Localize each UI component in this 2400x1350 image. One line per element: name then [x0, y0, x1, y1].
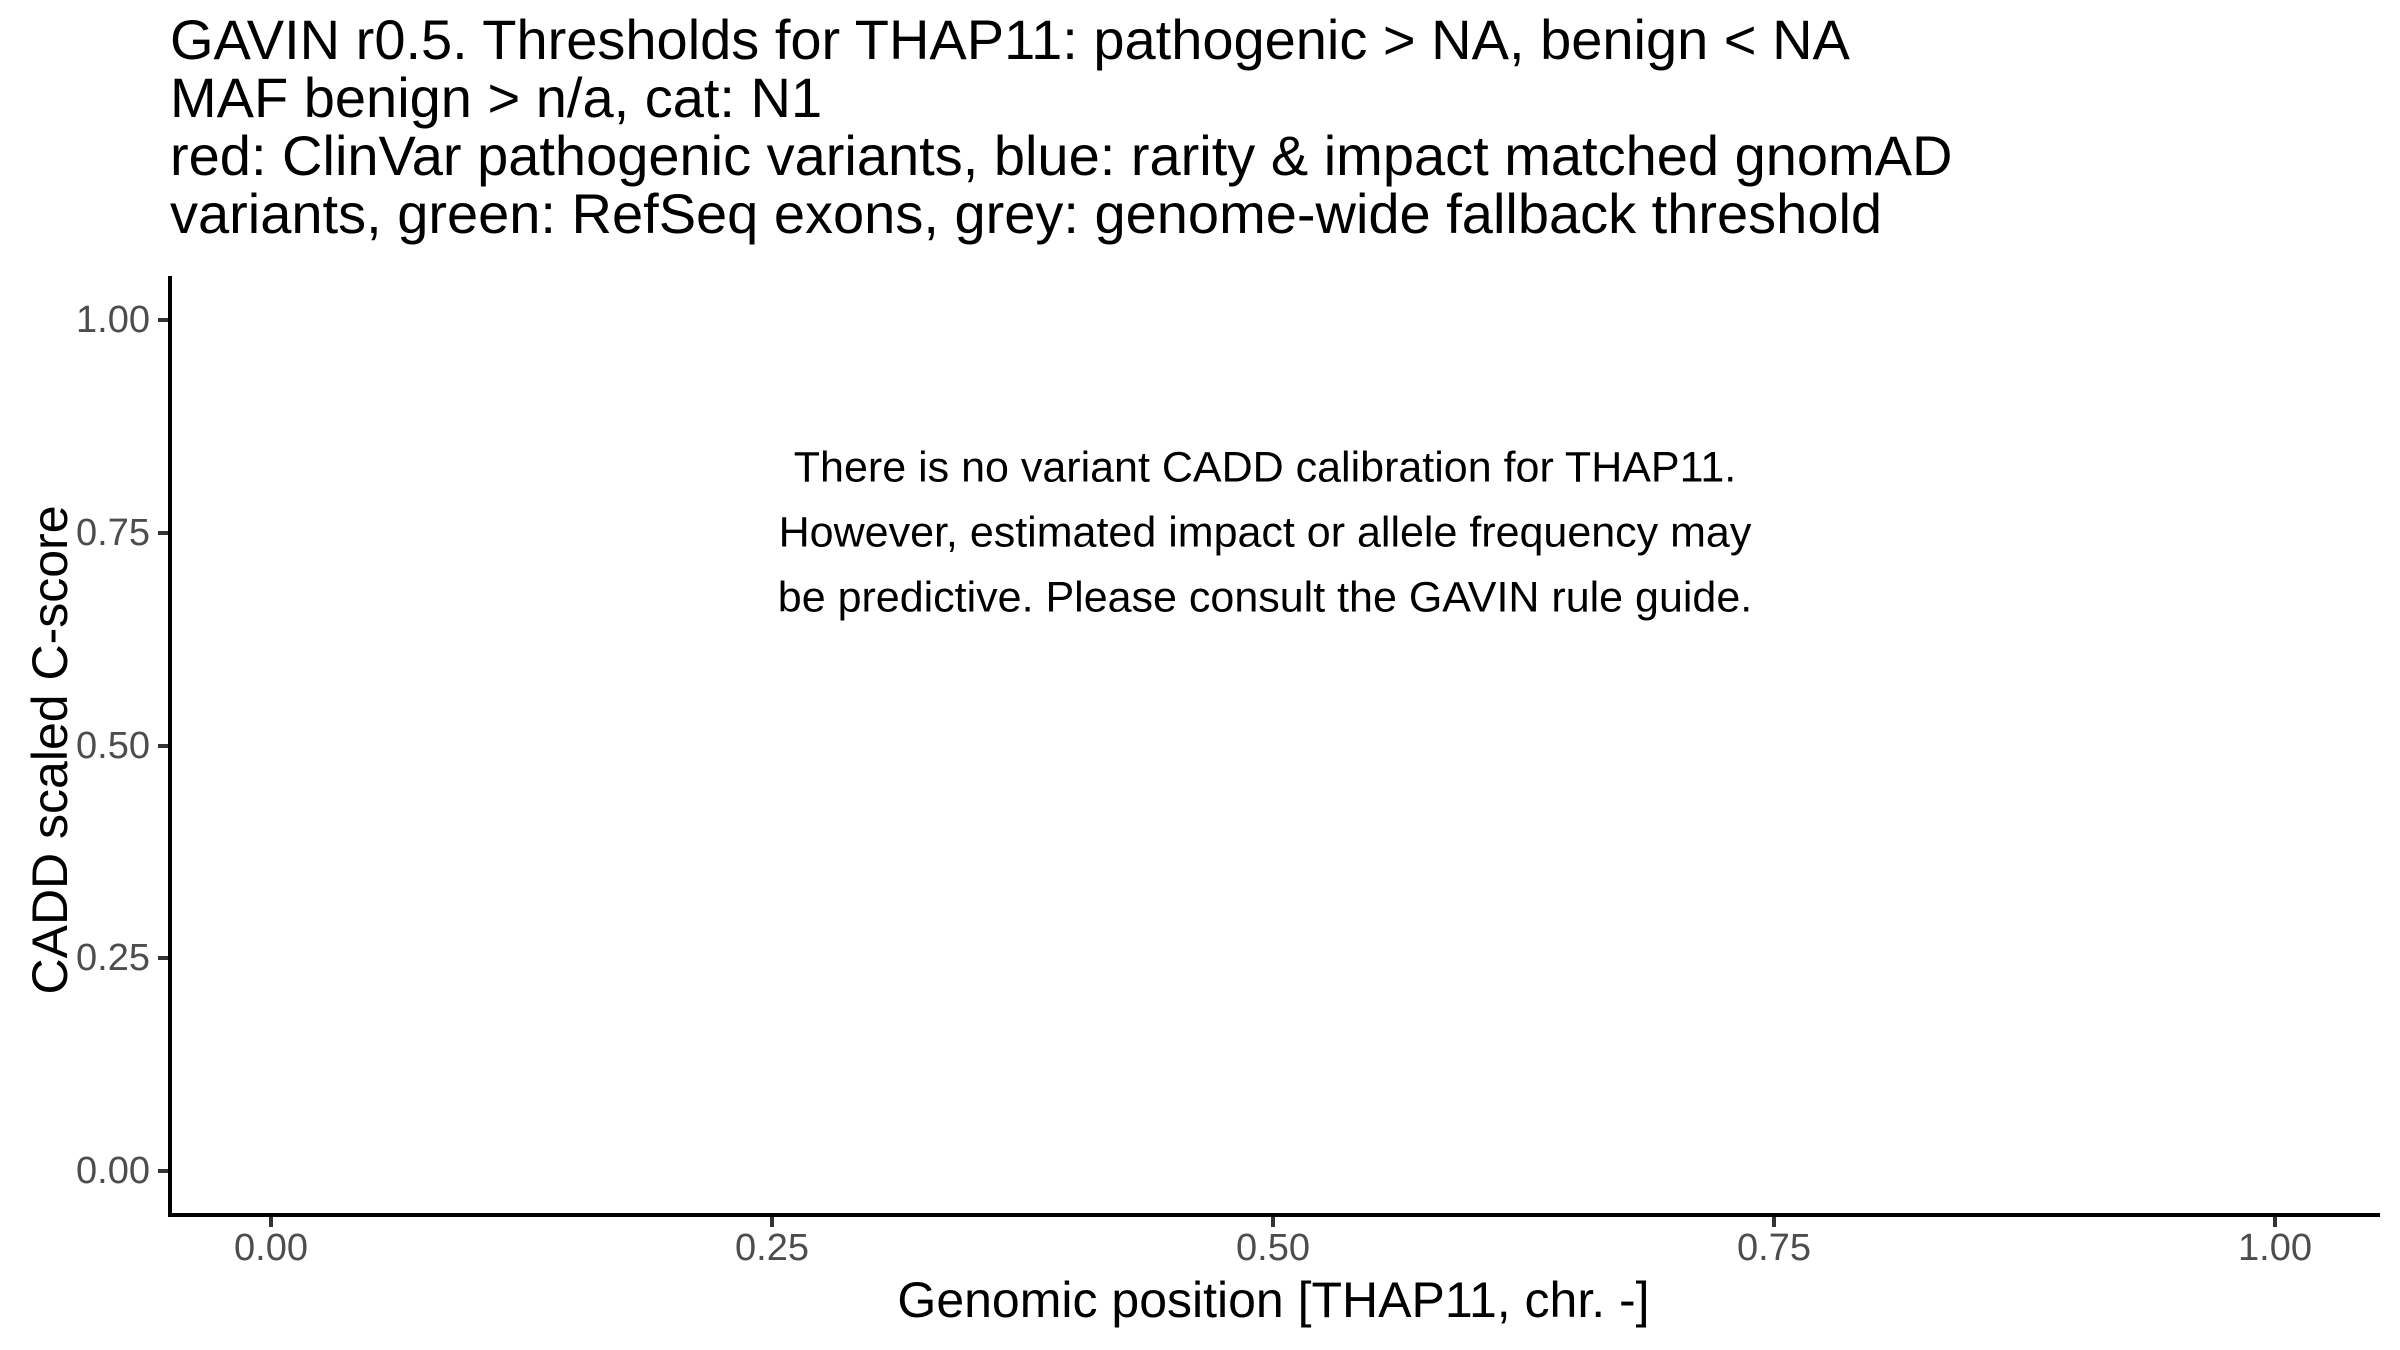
x-tick-label: 0.50 — [1236, 1227, 1310, 1269]
x-tick-label: 0.00 — [234, 1227, 308, 1269]
y-tick-mark-0.25 — [158, 956, 168, 960]
x-tick-label: 0.25 — [735, 1227, 809, 1269]
plot-title-line-3: red: ClinVar pathogenic variants, blue: rarity & impact matched gnomAD — [170, 124, 1953, 187]
y-tick-label: 0.25 — [76, 937, 150, 979]
annotation-line-2: However, estimated impact or allele frequency may — [778, 508, 1752, 557]
x-axis-title: Genomic position [THAP11, chr. -] — [897, 1272, 1650, 1328]
plot-title-line-4: variants, green: RefSeq exons, grey: genome-wide fallback threshold — [170, 182, 1883, 245]
x-tick-label: 1.00 — [2238, 1227, 2312, 1269]
x-tick-mark-0.50 — [1271, 1217, 1275, 1227]
x-tick-label: 0.75 — [1737, 1227, 1811, 1269]
x-tick-mark-0.00 — [269, 1217, 273, 1227]
annotation-line-3: be predictive. Please consult the GAVIN rule guide. — [777, 573, 1753, 622]
y-tick-label: 1.00 — [76, 299, 150, 341]
y-axis-line — [168, 276, 172, 1217]
y-tick-label: 0.50 — [76, 725, 150, 767]
y-tick-mark-0.00 — [158, 1169, 168, 1173]
plot-title-line-2: MAF benign > n/a, cat: N1 — [170, 66, 823, 129]
y-axis-title: CADD scaled C-score — [22, 505, 78, 995]
y-tick-label: 0.75 — [76, 512, 150, 554]
x-tick-mark-0.75 — [1772, 1217, 1776, 1227]
plot-title-line-1: GAVIN r0.5. Thresholds for THAP11: pathogenic > NA, benign < NA — [170, 8, 1850, 71]
x-tick-mark-0.25 — [770, 1217, 774, 1227]
annotation-line-1: There is no variant CADD calibration for THAP11. — [793, 443, 1737, 492]
plot-panel — [170, 278, 2377, 1215]
x-tick-mark-1.00 — [2273, 1217, 2277, 1227]
y-tick-mark-0.75 — [158, 531, 168, 535]
y-tick-label: 0.00 — [76, 1150, 150, 1192]
empty-plot-annotation — [778, 436, 1752, 631]
plot-title — [170, 8, 1953, 245]
y-tick-mark-1.00 — [158, 318, 168, 322]
y-tick-mark-0.50 — [158, 744, 168, 748]
